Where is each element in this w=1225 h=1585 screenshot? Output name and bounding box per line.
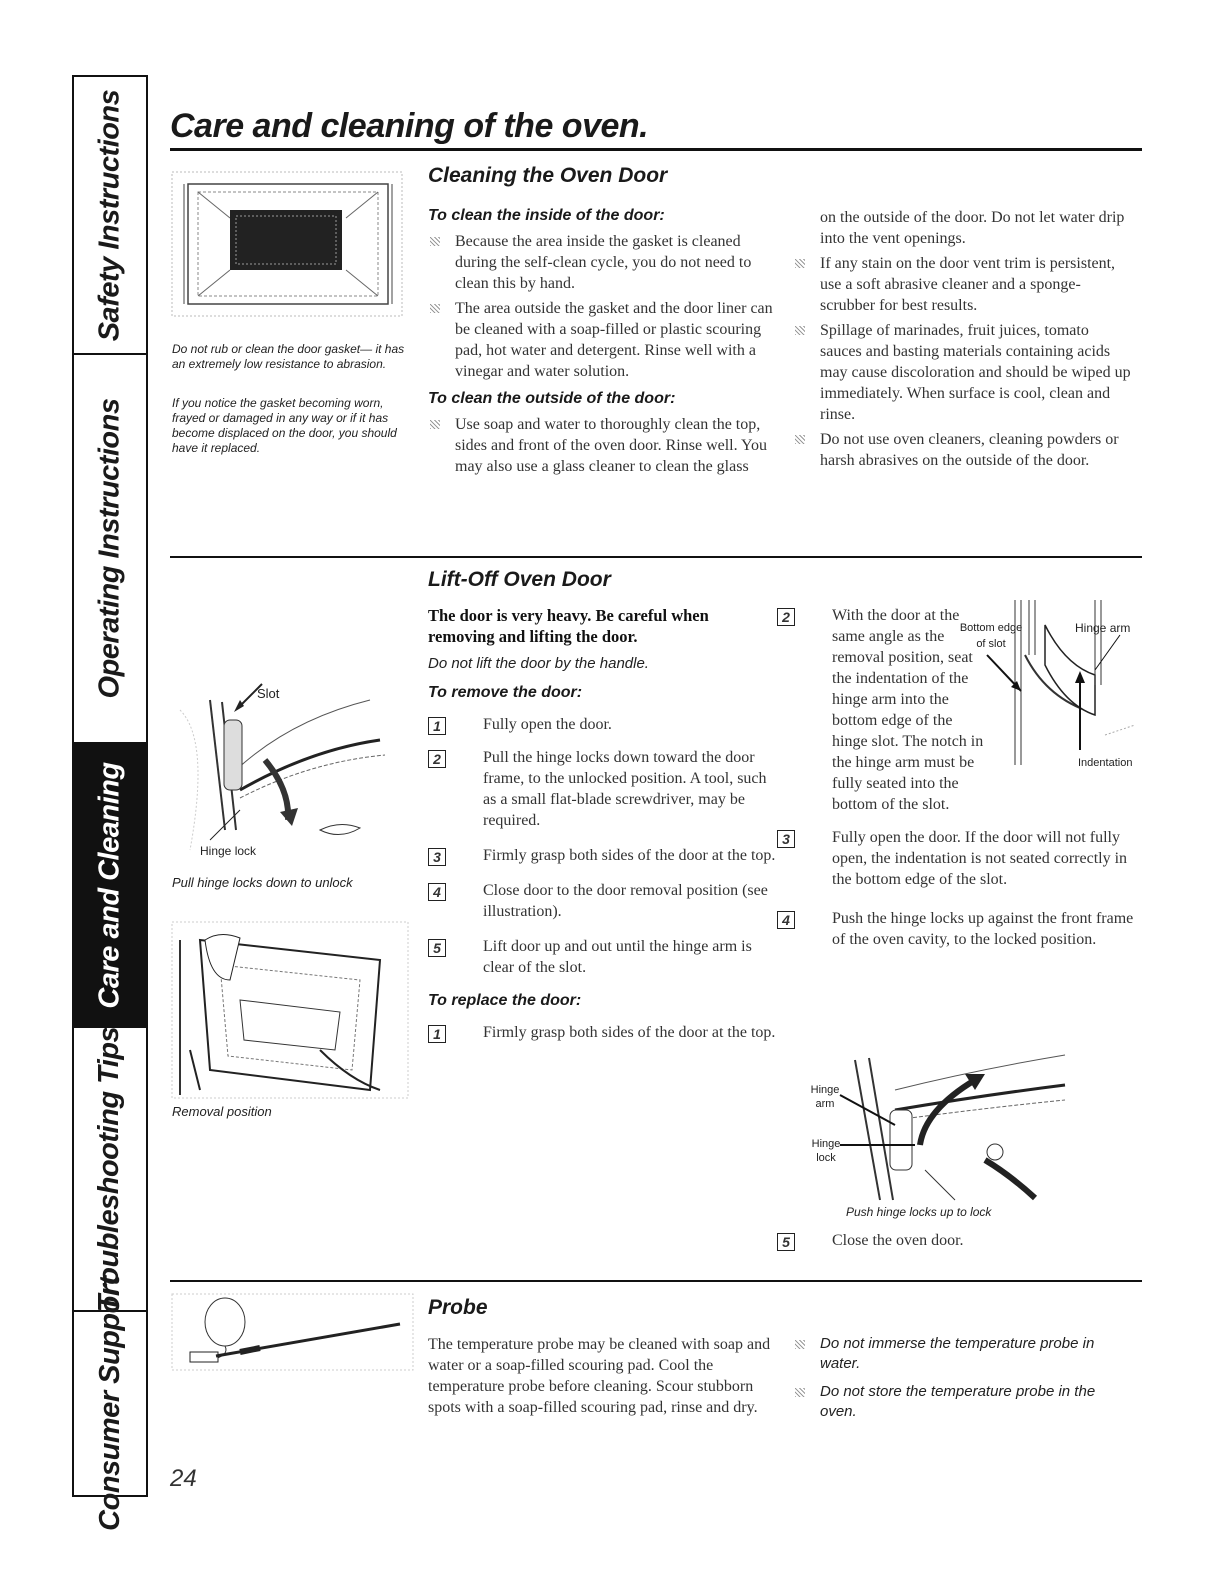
list-item: Because the area inside the gasket is cleaned during the self-clean cycle, you do not need to clean this by hand.	[428, 231, 778, 294]
remove-step: 3 Firmly grasp both sides of the door at the top.	[428, 845, 778, 866]
hinge-unlock-illustration	[170, 680, 390, 860]
handle-note: Do not lift the door by the handle.	[428, 655, 649, 672]
replace-step: 3 Fully open the door. If the door will not fully open, the indentation is not seated correctly in the bottom edge of the slot.	[777, 827, 1137, 890]
hinge-lock-label: Hinge lock	[200, 844, 257, 858]
page-number: 24	[170, 1465, 197, 1492]
remove-step: 4 Close door to the door removal position (see illustration).	[428, 880, 778, 922]
list-item: Spillage of marinades, fruit juices, tomato sauces and basting materials containing acids may cause discoloration and should be wiped up immediately. When surface is cool, clean and rinse.	[793, 320, 1133, 425]
outside-door-continued: on the outside of the door. Do not let water drip into the vent openings.	[820, 209, 1125, 247]
bottom-edge-label: Bottom edge of slot	[959, 622, 1023, 650]
title-rule	[170, 148, 1142, 151]
door-column-2	[793, 207, 1133, 471]
temperature-probe-illustration	[170, 1292, 415, 1372]
tab-consumer-support[interactable]: Consumer Support	[93, 1276, 126, 1531]
section-tab-bar	[72, 75, 148, 1531]
hinge-lock-illustration	[835, 1050, 1070, 1205]
heavy-door-warning: The door is very heavy. Be careful when removing and lifting the door.	[428, 606, 709, 646]
list-item: Use soap and water to thoroughly clean the top, sides and front of the oven door. Rinse well. You may also use a glass cleaner to clean the glass	[428, 414, 778, 477]
door-removal-position-illustration	[170, 920, 410, 1100]
oven-door-gasket-illustration	[170, 170, 404, 318]
tab-safety-instructions[interactable]: Safety Instructions	[74, 77, 146, 355]
remove-step: 5 Lift door up and out until the hinge arm is clear of the slot.	[428, 936, 778, 978]
indentation-label: Indentation	[1078, 757, 1133, 769]
lock-caption: Push hinge locks up to lock	[846, 1205, 992, 1219]
section-divider	[170, 1280, 1142, 1282]
replace-step: 4 Push the hinge locks up against the front frame of the oven cavity, to the locked position.	[777, 908, 1137, 950]
replace-door-heading: To replace the door:	[428, 992, 582, 1009]
gasket-replace-caption: If you notice the gasket becoming worn, frayed or damaged in any way or if it has become displaced on the door, you should have it replaced.	[172, 396, 397, 455]
probe-text: The temperature probe may be cleaned with soap and water or a soap-filled scouring pad. Cool the temperature probe before cleaning. Scour stubborn spots with a soap-filled scouring pad, rinse and dry.	[428, 1336, 771, 1416]
list-item: Do not store the temperature probe in the oven.	[793, 1382, 1133, 1422]
gasket-caption: Do not rub or clean the door gasket— it has an extremely low resistance to abrasion.	[172, 342, 405, 371]
lock-hinge-arm-label: Hinge arm	[810, 1084, 840, 1110]
lock-hinge-lock-label: Hinge lock	[811, 1138, 841, 1164]
section-divider	[170, 556, 1142, 558]
replace-step: 5 Close the oven door.	[777, 1230, 1192, 1251]
remove-door-heading: To remove the door:	[428, 684, 583, 701]
tab-troubleshooting-tips[interactable]: Troubleshooting Tips	[74, 1028, 146, 1312]
list-item: If any stain on the door vent trim is persistent, use a soft abrasive cleaner and a sponge-scrubber for best results.	[793, 253, 1133, 316]
list-item: The area outside the gasket and the door liner can be cleaned with a soap-filled or plastic scouring pad, hot water and detergent. Rinse well with a vinegar and water solution.	[428, 298, 778, 382]
outside-door-heading: To clean the outside of the door:	[428, 390, 676, 407]
remove-step: 1 Fully open the door.	[428, 714, 778, 735]
tab-operating-instructions[interactable]: Operating Instructions	[74, 355, 146, 744]
lift-off-heading: Lift-Off Oven Door	[428, 568, 611, 591]
hinge-arm-label: Hinge arm	[1075, 621, 1131, 635]
lift-off-column-1	[428, 605, 778, 1043]
replace-step: 2 With the door at the same angle as the removal position, seat the indentation of the hinge arm into the bottom edge of the hinge slot. The notch in the hinge arm must be fully seated into the bottom of the slot.	[777, 605, 1137, 815]
door-column-1	[428, 207, 778, 477]
removal-caption: Removal position	[172, 1104, 272, 1119]
page-title: Care and cleaning of the oven.	[170, 107, 649, 145]
remove-step: 2 Pull the hinge locks down toward the door frame, to the unlocked position. A tool, such as a small flat-blade screwdriver, may be required.	[428, 747, 778, 831]
list-item: Do not use oven cleaners, cleaning powders or harsh abrasives on the outside of the door.	[793, 429, 1133, 471]
list-item: Do not immerse the temperature probe in water.	[793, 1334, 1133, 1374]
tab-care-and-cleaning[interactable]: Care and Cleaning	[74, 744, 146, 1028]
replace-step: 1 Firmly grasp both sides of the door at the top.	[428, 1022, 778, 1043]
unlock-caption: Pull hinge locks down to unlock	[172, 875, 353, 890]
probe-warnings	[793, 1334, 1133, 1422]
slot-label: Slot	[257, 686, 280, 701]
inside-door-heading: To clean the inside of the door:	[428, 207, 665, 224]
probe-heading: Probe	[428, 1296, 488, 1319]
door-cleaning-heading: Cleaning the Oven Door	[428, 164, 668, 187]
